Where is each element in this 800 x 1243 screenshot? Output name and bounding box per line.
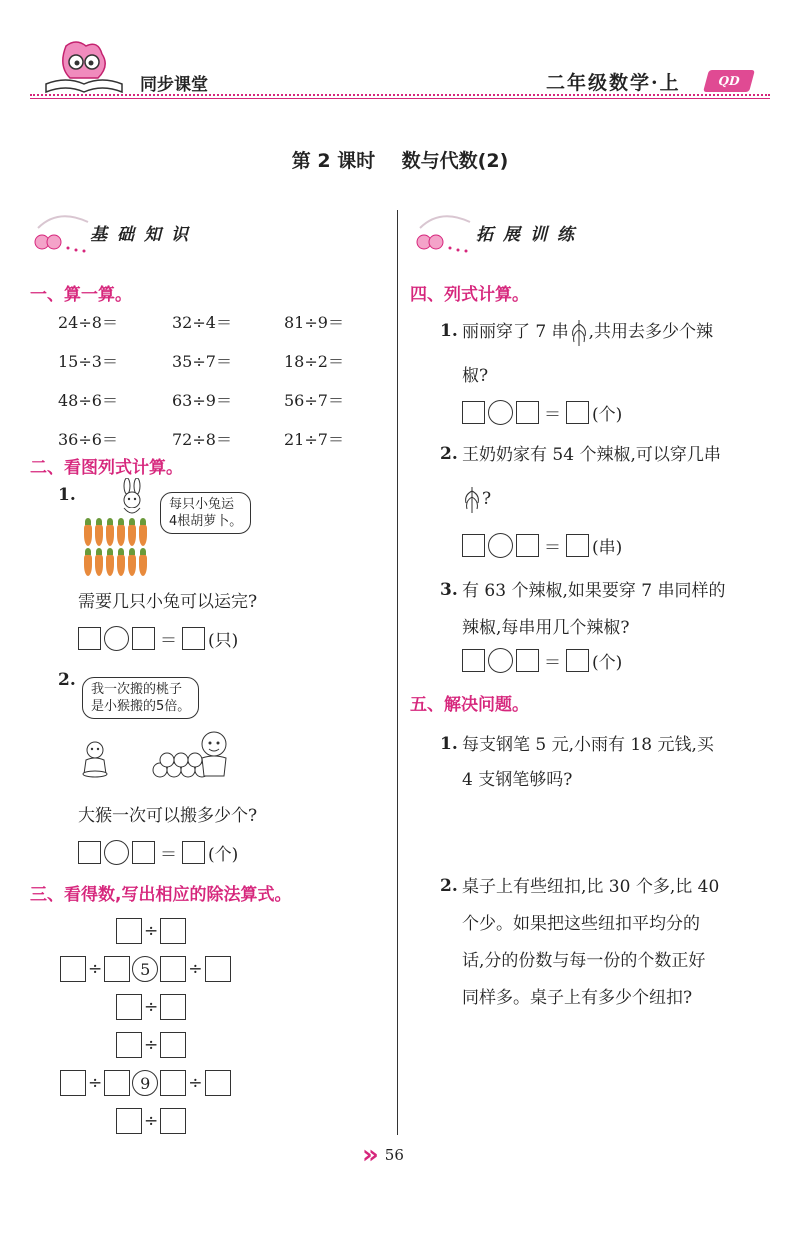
answer-box[interactable] [182,841,205,864]
bubble-line: 是小猴搬的5倍。 [91,699,191,714]
sec5-q2-number: 2. [440,876,458,896]
answer-box[interactable] [60,1070,86,1096]
result-circle: 9 [132,1070,158,1096]
sec4-q1-equation [462,400,622,425]
header-rule [30,94,770,96]
operator-circle[interactable] [488,533,513,558]
footer-arrow-icon: » [362,1140,379,1170]
calc-item: 56÷7＝ [284,391,344,410]
div-sign: ÷ [188,959,203,979]
carrot-icon [117,554,125,576]
answer-box[interactable] [60,956,86,982]
operator-circle[interactable] [488,648,513,673]
sec2-q2-question: 大猴一次可以搬多少个? [78,806,258,826]
left-banner-ornament-icon [28,208,98,258]
unit-label: (只) [208,631,239,651]
sec2-q1-equation [78,626,238,651]
sec5-q2-line3: 话,分的份数与每一份的个数正好 [462,951,706,971]
answer-box[interactable] [160,918,186,944]
answer-box[interactable] [160,1032,186,1058]
carrot-icon [84,554,92,576]
unit-label: (个) [592,653,623,673]
sec1-grid [58,310,384,450]
header-logo [36,38,136,98]
answer-box[interactable] [132,627,155,650]
answer-box[interactable] [160,1108,186,1134]
sec2-q1-number: 1. [58,485,76,505]
sec2-heading: 二、看图列式计算。 [30,458,183,478]
calc-item: 72÷8＝ [172,430,232,449]
carrot-icon [128,554,136,576]
sec4-q2-line1: 王奶奶家有 54 个辣椒,可以穿几串 [462,445,721,465]
answer-box[interactable] [160,1070,186,1096]
carrot-icon [139,554,147,576]
sec3-heading: 三、看得数,写出相应的除法算式。 [30,885,292,905]
answer-box[interactable] [78,841,101,864]
sec4-heading: 四、列式计算。 [410,285,529,305]
answer-box[interactable] [516,534,539,557]
sec2-q2-equation [78,840,238,865]
sec4-q1-line2: 椒? [462,366,489,386]
sec5-q2-answer-area[interactable] [440,1030,770,1120]
bubble-line: 每只小兔运 [169,497,235,512]
sec5-q1-line1: 每支钢笔 5 元,小雨有 18 元钱,买 [462,735,714,755]
right-banner-title: 拓展训练 [476,225,584,245]
answer-box[interactable] [205,1070,231,1096]
sec4-q3-number: 3. [440,580,458,600]
calc-item: 18÷2＝ [284,352,344,371]
sec5-q1-answer-area[interactable] [440,800,770,860]
sec1-heading: 一、算一算。 [30,285,132,305]
carrot-icon [139,524,147,546]
answer-box[interactable] [116,1108,142,1134]
carrot-icon [117,524,125,546]
sec5-q2-line4: 同样多。桌子上有多少个纽扣? [462,988,693,1008]
calc-item: 36÷6＝ [58,430,118,449]
sec5-q2-line1: 桌子上有些纽扣,比 30 个多,比 40 [462,877,720,897]
carrot-icon [95,524,103,546]
unit-label: (串) [592,538,623,558]
unit-label: (个) [208,845,239,865]
header-left-title: 同步课堂 [140,75,208,95]
sec5-q1-line2: 4 支钢笔够吗? [462,770,573,790]
carrot-icon [95,554,103,576]
rabbit-icon [118,478,146,518]
carrots-group [84,524,150,576]
answer-box[interactable] [462,534,485,557]
sec2-q2-number: 2. [58,670,76,690]
answer-box[interactable] [132,841,155,864]
div-sign: ÷ [144,1035,159,1055]
equals-sign: ＝ [544,538,561,558]
answer-box[interactable] [566,401,589,424]
sec4-q3-equation [462,648,622,673]
operator-circle[interactable] [104,626,129,651]
header-right-title: 二年级数学·上 [546,72,681,94]
answer-box[interactable] [516,401,539,424]
answer-box[interactable] [78,627,101,650]
calc-item: 15÷3＝ [58,352,118,371]
footer [362,1140,404,1170]
answer-box[interactable] [462,649,485,672]
answer-box[interactable] [116,994,142,1020]
sec4-q1-line1 [462,310,713,354]
bubble-line: 我一次搬的桃子 [91,682,183,697]
sec2-q1-question: 需要几只小兔可以运完? [78,592,258,612]
sec4-q1-number: 1. [440,321,458,341]
answer-box[interactable] [160,956,186,982]
header-rule-solid [30,98,770,99]
result-circle: 5 [132,956,158,982]
right-banner-ornament-icon [410,208,480,258]
sec2-q2-bubble [82,677,199,719]
div-sign: ÷ [144,1111,159,1131]
div-sign: ÷ [88,1073,103,1093]
calc-item: 21÷7＝ [284,430,344,449]
header-badge: QD [703,70,755,92]
big-monkey-icon [194,730,234,778]
sec5-q2-line2: 个少。如果把这些纽扣平均分的 [462,914,700,934]
carrot-icon [84,524,92,546]
answer-box[interactable] [516,649,539,672]
sec4-q3-line1: 有 63 个辣椒,如果要穿 7 串同样的 [462,581,726,601]
div-sign: ÷ [144,921,159,941]
answer-box[interactable] [566,534,589,557]
small-monkey-icon [78,740,112,778]
calc-item: 24÷8＝ [58,313,118,332]
answer-box[interactable] [116,1032,142,1058]
div-sign: ÷ [188,1073,203,1093]
left-banner-title: 基础知识 [90,225,198,245]
carrot-icon [106,524,114,546]
text-span: ? [482,489,492,509]
answer-box[interactable] [205,956,231,982]
equals-sign: ＝ [544,405,561,425]
column-divider [397,210,398,1135]
sec2-q1-bubble [160,492,251,534]
calc-item: 35÷7＝ [172,352,232,371]
division-diagram-2 [60,1032,260,1136]
sec4-q3-line2: 辣椒,每串用几个辣椒? [462,618,630,638]
equals-sign: ＝ [160,631,177,651]
bubble-line: 4根胡萝卜。 [169,514,243,529]
calc-item: 63÷9＝ [172,391,232,410]
text-span: ,共用去多少个辣 [588,322,714,342]
sec4-q2-number: 2. [440,444,458,464]
calc-item: 81÷9＝ [284,313,344,332]
answer-box[interactable] [566,649,589,672]
equals-sign: ＝ [544,653,561,673]
answer-box[interactable] [160,994,186,1020]
division-diagram-1 [60,918,260,1022]
div-sign: ÷ [88,959,103,979]
carrot-icon [106,554,114,576]
sec5-q1-number: 1. [440,734,458,754]
answer-box[interactable] [182,627,205,650]
answer-box[interactable] [104,1070,130,1096]
pepper-string-icon [569,318,589,348]
sec5-heading: 五、解决问题。 [410,695,529,715]
pepper-string-icon [462,485,482,515]
answer-box[interactable] [104,956,130,982]
unit-label: (个) [592,405,623,425]
sec4-q2-line2 [462,477,491,521]
carrot-icon [128,524,136,546]
sec4-q2-equation [462,533,622,558]
equals-sign: ＝ [160,845,177,865]
calc-item: 32÷4＝ [172,313,232,332]
calc-item: 48÷6＝ [58,391,118,410]
page-number: 56 [384,1146,404,1164]
operator-circle[interactable] [488,400,513,425]
operator-circle[interactable] [104,840,129,865]
answer-box[interactable] [116,918,142,944]
div-sign: ÷ [144,997,159,1017]
text-span: 丽丽穿了 7 串 [462,322,569,342]
answer-box[interactable] [462,401,485,424]
lesson-title: 第 2 课时 数与代数(2) [291,150,509,172]
